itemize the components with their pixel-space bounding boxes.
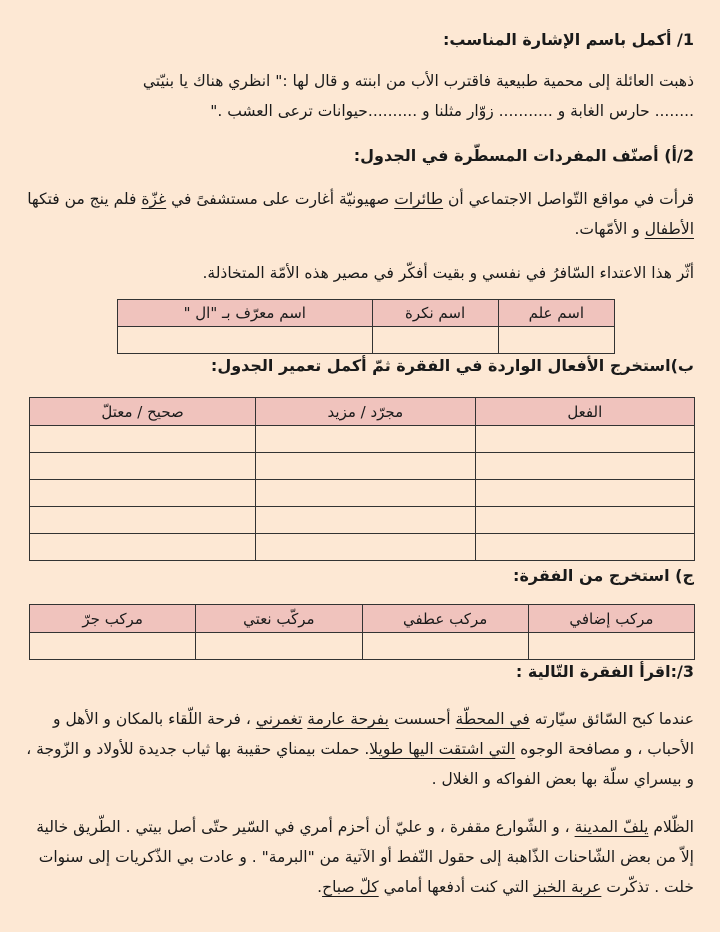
- underlined-word: في المحطّة: [455, 710, 530, 728]
- col-header: مركّب نعتي: [196, 605, 362, 633]
- answer-cell[interactable]: [475, 507, 694, 534]
- answer-cell[interactable]: [30, 633, 196, 660]
- col-header: مركب إضافي: [528, 605, 694, 633]
- q2-paragraph-2: أثّر هذا الاعتداء السّافرُ في نفسي و بقيت أفكّر في مصير هذه الأمّة المتخاذلة.: [202, 264, 694, 282]
- answer-cell[interactable]: [30, 426, 256, 453]
- underlined-word: الأطفال: [644, 220, 694, 238]
- answer-cell[interactable]: [256, 453, 475, 480]
- table-c: [29, 604, 695, 660]
- q1-line: ........ حارس الغابة و ........... زوّار مثلنا و ..........حيوانات ترعى العشب .": [210, 102, 694, 120]
- underlined-word: التي اشتقت اليها طويلا: [369, 740, 516, 758]
- text-segment: قرأت في مواقع التّواصل الاجتماعي أن: [443, 190, 694, 208]
- table-row: [30, 507, 695, 534]
- text-segment: .: [317, 878, 323, 896]
- answer-cell[interactable]: [475, 534, 694, 561]
- text-segment: أحسست: [388, 710, 456, 728]
- answer-cell[interactable]: [528, 633, 694, 660]
- underlined-word: عربة الخبز: [533, 878, 602, 896]
- text-segment: ، فرحة اللّقاء بالمكان و الأهل و الأحباب ، و مصافحة الوجوه: [53, 710, 694, 758]
- answer-cell[interactable]: [256, 507, 475, 534]
- q2a-title: 2/أ) أصنّف المفردات المسطّرة في الجدول:: [353, 146, 694, 165]
- answer-cell[interactable]: [30, 453, 256, 480]
- q3-title: 3/:اقرأ الفقرة التّالية :: [515, 662, 694, 681]
- text-segment: الظّلام: [648, 818, 694, 836]
- q2b-title: ب)استخرج الأفعال الواردة في الفقرة ثمّ أكمل تعمير الجدول:: [210, 356, 694, 375]
- answer-cell[interactable]: [30, 480, 256, 507]
- table-a: [117, 299, 615, 354]
- q3-paragraph-2: [22, 812, 694, 902]
- col-header: اسم نكرة: [372, 300, 498, 327]
- q2c-title: ج) استخرج من الفقرة:: [513, 566, 694, 585]
- col-header: صحيح / معتلّ: [30, 398, 256, 426]
- underlined-word: طائرات: [394, 190, 444, 208]
- table-row: [30, 480, 695, 507]
- answer-cell[interactable]: [362, 633, 528, 660]
- answer-cell[interactable]: [498, 327, 614, 354]
- text-segment: فلم ينج من فتكها: [27, 190, 142, 208]
- table-b: [29, 397, 695, 561]
- text-segment: و الأمّهات.: [574, 220, 645, 238]
- col-header: مركب جرّ: [30, 605, 196, 633]
- text-segment: . حملت بيمناي حقيبة بها ثياب جديدة للأولاد و الزّوجة ، و بيسراي سلّة بها بعض الفواكه و الغلال .: [26, 740, 694, 788]
- answer-cell[interactable]: [30, 507, 256, 534]
- col-header: مجرّد / مزيد: [256, 398, 475, 426]
- text-segment: التي كنت أدفعها أمامي: [378, 878, 534, 896]
- answer-cell[interactable]: [475, 453, 694, 480]
- col-header: مركب عطفي: [362, 605, 528, 633]
- underlined-word: تغمرني: [255, 710, 303, 728]
- col-header: الفعل: [475, 398, 694, 426]
- answer-cell[interactable]: [30, 534, 256, 561]
- answer-cell[interactable]: [372, 327, 498, 354]
- underlined-word: يلفّ المدينة: [574, 818, 649, 836]
- text-segment: ، و الشّوارع مقفرة ، و عليّ أن أحزم أمري في السّير حتّى أصل بيتي . الطّريق خالية إلاّ من بعض الشّاحنات الذّاهبة إلى حقول النّفط أو الآتية من "البرمة" . و عادت بي الذّكريات إلى سنوات خلت . تذكّرت: [36, 818, 694, 896]
- q1-line: ذهبت العائلة إلى محمية طبيعية فاقترب الأب من ابنته و قال لها :" انظري هناك يا بنيّتي: [142, 72, 694, 90]
- answer-cell[interactable]: [475, 480, 694, 507]
- q1-text: [22, 66, 694, 126]
- col-header: اسم معرّف بـ "ال ": [118, 300, 373, 327]
- underlined-word: غزّة: [141, 190, 167, 208]
- table-row: [30, 426, 695, 453]
- answer-cell[interactable]: [118, 327, 373, 354]
- text-segment: عندما كبح السّائق سيّارته: [529, 710, 694, 728]
- q2-paragraph-1: [22, 184, 694, 244]
- answer-cell[interactable]: [475, 426, 694, 453]
- answer-cell[interactable]: [256, 534, 475, 561]
- answer-cell[interactable]: [256, 480, 475, 507]
- col-header: اسم علم: [498, 300, 614, 327]
- underlined-word: كلّ صباح: [322, 878, 379, 896]
- table-row: [30, 453, 695, 480]
- q1-title: 1/ أكمل باسم الإشارة المناسب:: [443, 30, 694, 49]
- table-row: [30, 534, 695, 561]
- answer-cell[interactable]: [196, 633, 362, 660]
- answer-cell[interactable]: [256, 426, 475, 453]
- underlined-word: بفرحة عارمة: [307, 710, 389, 728]
- q3-paragraph-1: [22, 704, 694, 794]
- text-segment: صهيونيّة أغارت على مستشفىً في: [166, 190, 395, 208]
